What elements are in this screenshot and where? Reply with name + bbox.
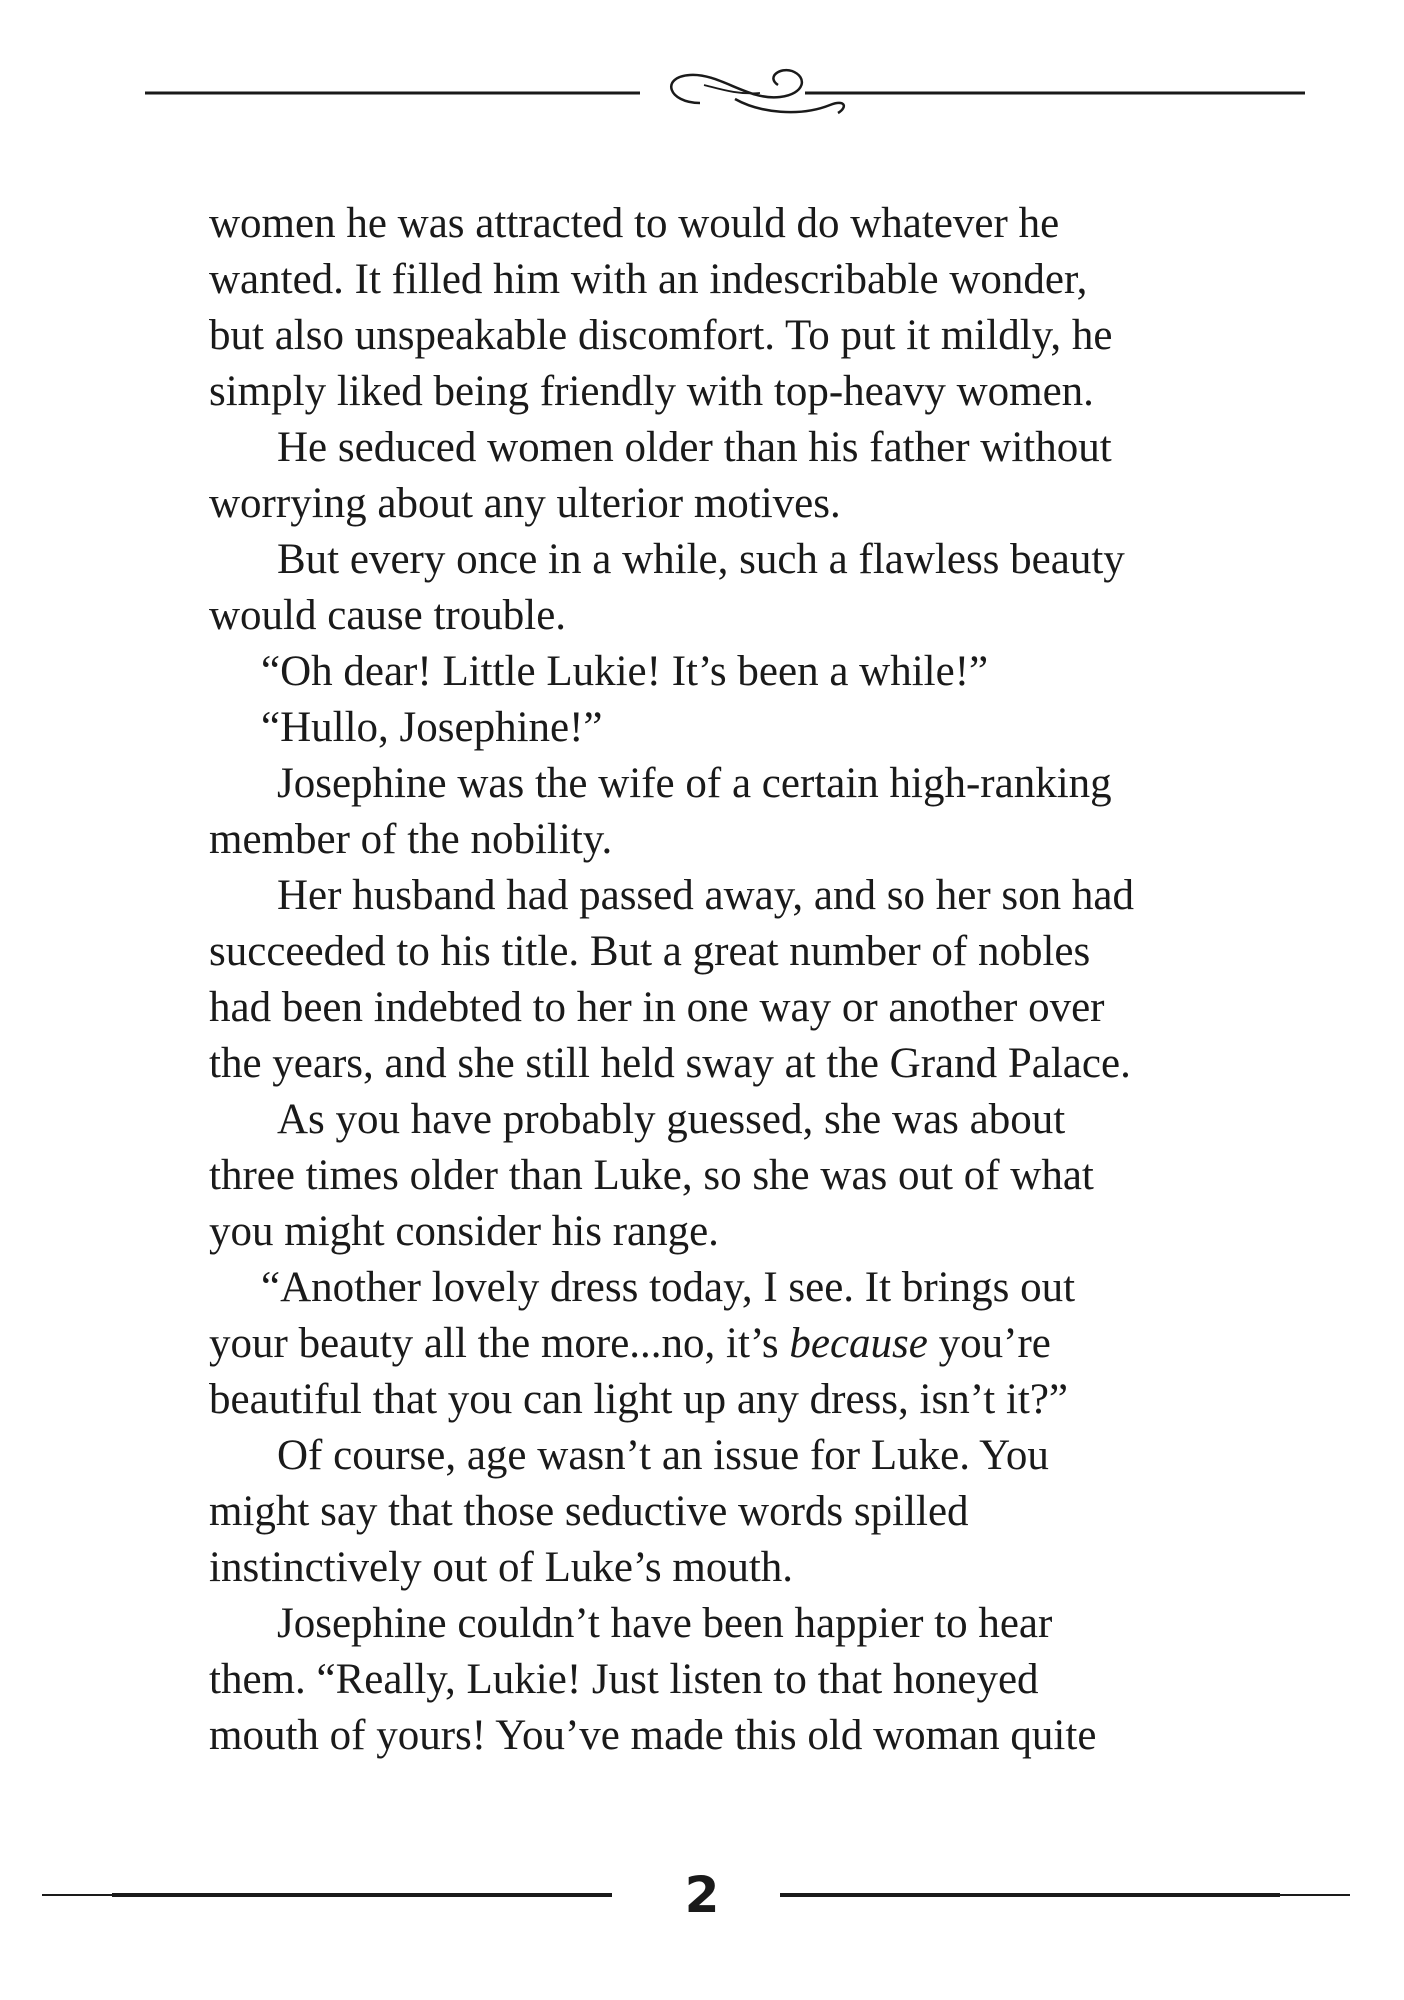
body-text bbox=[209, 196, 1209, 1764]
text-line: the years, and she still held sway at the Grand Palace. bbox=[209, 1040, 1131, 1087]
text-line: might say that those seductive words spilled bbox=[209, 1488, 969, 1535]
text-line: wanted. It filled him with an indescribable wonder, bbox=[209, 256, 1088, 303]
text-line: had been indebted to her in one way or another over bbox=[209, 984, 1105, 1031]
text-line: Of course, age wasn’t an issue for Luke. You bbox=[277, 1432, 1049, 1479]
text-line: worrying about any ulterior motives. bbox=[209, 480, 841, 527]
text-line: beautiful that you can light up any dress, isn’t it?” bbox=[209, 1376, 1069, 1423]
text-line: instinctively out of Luke’s mouth. bbox=[209, 1544, 794, 1591]
text-line: three times older than Luke, so she was out of what bbox=[209, 1152, 1094, 1199]
text-line: mouth of yours! You’ve made this old woman quite bbox=[209, 1712, 1097, 1759]
header-flourish-ornament bbox=[0, 55, 1404, 135]
text-line bbox=[209, 1316, 1209, 1372]
footer-rule-left bbox=[112, 1893, 612, 1897]
page-footer bbox=[0, 1860, 1404, 1930]
text-line: Josephine couldn’t have been happier to hear bbox=[277, 1600, 1053, 1647]
text-line: “Hullo, Josephine!” bbox=[261, 704, 603, 751]
text-line: But every once in a while, such a flawless beauty bbox=[277, 536, 1125, 583]
text-line: would cause trouble. bbox=[209, 592, 567, 639]
text-segment: you’re bbox=[927, 1320, 1051, 1367]
text-line: them. “Really, Lukie! Just listen to that honeyed bbox=[209, 1656, 1039, 1703]
text-line: “Another lovely dress today, I see. It brings out bbox=[261, 1264, 1076, 1311]
flourish-swirl-tail bbox=[735, 99, 844, 113]
text-line: you might consider his range. bbox=[209, 1208, 719, 1255]
text-line: succeeded to his title. But a great number of nobles bbox=[209, 928, 1091, 975]
text-line: “Oh dear! Little Lukie! It’s been a while!” bbox=[261, 648, 989, 695]
text-line: simply liked being friendly with top-heavy women. bbox=[209, 368, 1094, 415]
text-line: He seduced women older than his father without bbox=[277, 424, 1112, 471]
text-line: but also unspeakable discomfort. To put it mildly, he bbox=[209, 312, 1113, 359]
italic-emphasis: because bbox=[789, 1320, 928, 1367]
text-line: member of the nobility. bbox=[209, 816, 613, 863]
text-line: Josephine was the wife of a certain high-ranking bbox=[277, 760, 1112, 807]
text-line: Her husband had passed away, and so her son had bbox=[277, 872, 1134, 919]
text-segment: your beauty all the more...no, it’s bbox=[209, 1320, 790, 1367]
flourish-swirl-main bbox=[671, 70, 802, 103]
footer-rule-right bbox=[780, 1893, 1280, 1897]
text-line: As you have probably guessed, she was about bbox=[277, 1096, 1066, 1143]
text-line: women he was attracted to would do whatever he bbox=[209, 200, 1060, 247]
page-number: 2 bbox=[684, 1866, 720, 1924]
